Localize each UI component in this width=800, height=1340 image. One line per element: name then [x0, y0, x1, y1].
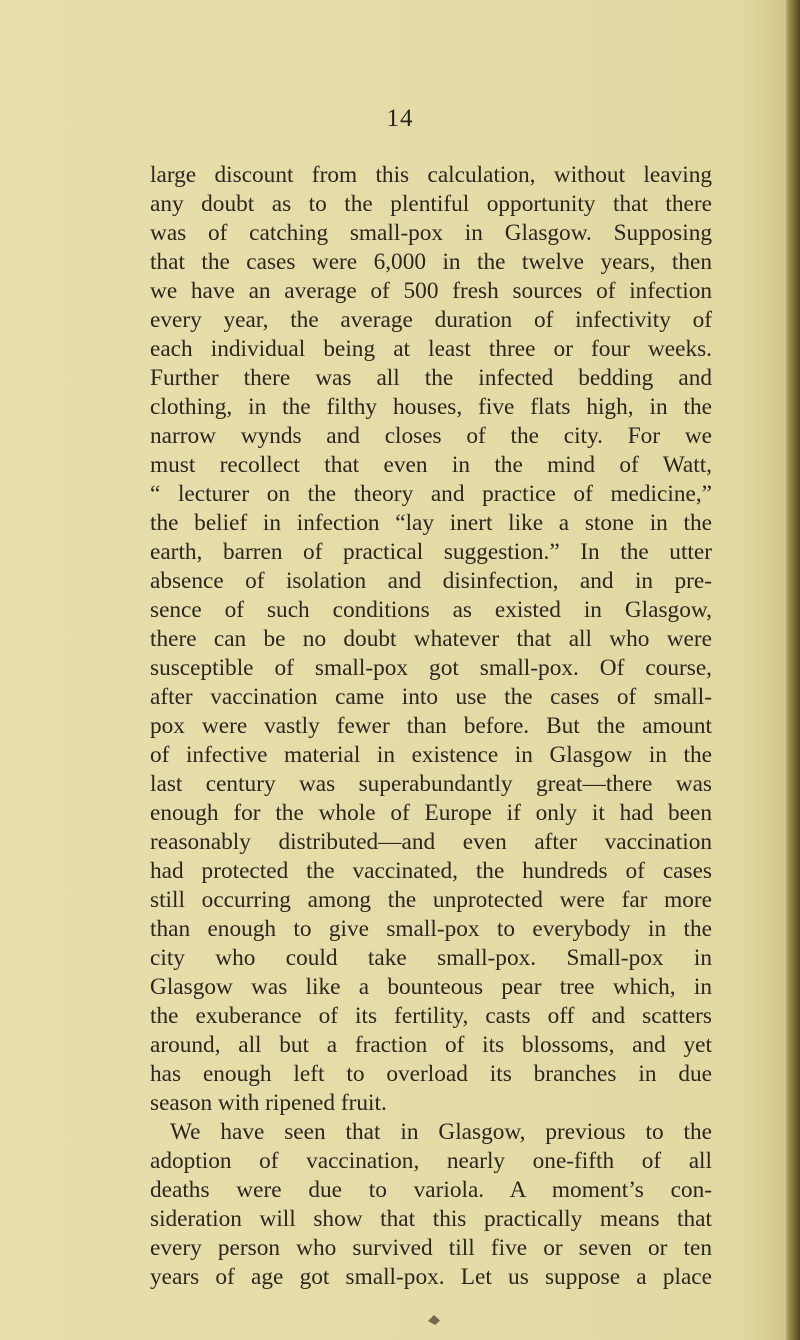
body-text [150, 161, 712, 1292]
text-line: “ lecturer on the theory and practice of medicine,” [150, 481, 712, 507]
text-line: earth, barren of practical suggestion.” In the utter [150, 539, 712, 565]
text-line: Further there was all the infected bedding and [150, 365, 712, 391]
text-line: after vaccination came into use the cases of small- [150, 684, 712, 710]
text-line: pox were vastly fewer than before. But the amount [150, 713, 712, 739]
text-line: susceptible of small-pox got small-pox. Of course, [150, 655, 712, 681]
page-edge-shadow [786, 0, 800, 1340]
text-line: sence of such conditions as existed in Glasgow, [150, 597, 712, 623]
text-line: still occurring among the unprotected were far more [150, 887, 712, 913]
text-line: narrow wynds and closes of the city. For we [150, 423, 712, 449]
text-line: city who could take small-pox. Small-pox in [150, 945, 712, 971]
text-line: reasonably distributed—and even after vaccination [150, 829, 712, 855]
page-number: 14 [386, 105, 414, 132]
text-line: there can be no doubt whatever that all who were [150, 626, 712, 652]
text-line: than enough to give small-pox to everybody in the [150, 916, 712, 942]
text-line: large discount from this calculation, without leaving [150, 162, 712, 188]
text-line: the belief in infection “lay inert like a stone in the [150, 510, 712, 536]
text-line: last century was superabundantly great—there was [150, 771, 712, 797]
text-line: sideration will show that this practically means that [150, 1206, 712, 1232]
text-line: Glasgow was like a bounteous pear tree which, in [150, 974, 712, 1000]
text-line: clothing, in the filthy houses, five flats high, in the [150, 394, 712, 420]
text-line: any doubt as to the plentiful opportunity that there [150, 191, 712, 217]
text-line: we have an average of 500 fresh sources of infection [150, 278, 712, 304]
text-line: must recollect that even in the mind of Watt, [150, 452, 712, 478]
text-line: the exuberance of its fertility, casts off and scatters [150, 1003, 712, 1029]
text-line: every year, the average duration of infectivity of [150, 307, 712, 333]
text-line: absence of isolation and disinfection, and in pre- [150, 568, 712, 594]
text-line: each individual being at least three or four weeks. [150, 336, 712, 362]
text-line: deaths were due to variola. A moment’s con- [150, 1177, 712, 1203]
ink-smudge [428, 1315, 440, 1325]
text-line: around, all but a fraction of its blossoms, and yet [150, 1032, 712, 1058]
text-line: enough for the whole of Europe if only it had been [150, 800, 712, 826]
text-line: years of age got small-pox. Let us suppose a place [150, 1264, 712, 1290]
text-line: adoption of vaccination, nearly one-fifth of all [150, 1148, 712, 1174]
text-line: of infective material in existence in Glasgow in the [150, 742, 712, 768]
paragraph-start-line: We have seen that in Glasgow, previous to the [170, 1119, 712, 1145]
text-line: had protected the vaccinated, the hundreds of cases [150, 858, 712, 884]
text-line: has enough left to overload its branches in due [150, 1061, 712, 1087]
text-line: season with ripened fruit. [150, 1090, 387, 1116]
text-line: every person who survived till five or seven or ten [150, 1235, 712, 1261]
text-line: was of catching small-pox in Glasgow. Supposing [150, 220, 712, 246]
text-line: that the cases were 6,000 in the twelve years, then [150, 249, 712, 275]
